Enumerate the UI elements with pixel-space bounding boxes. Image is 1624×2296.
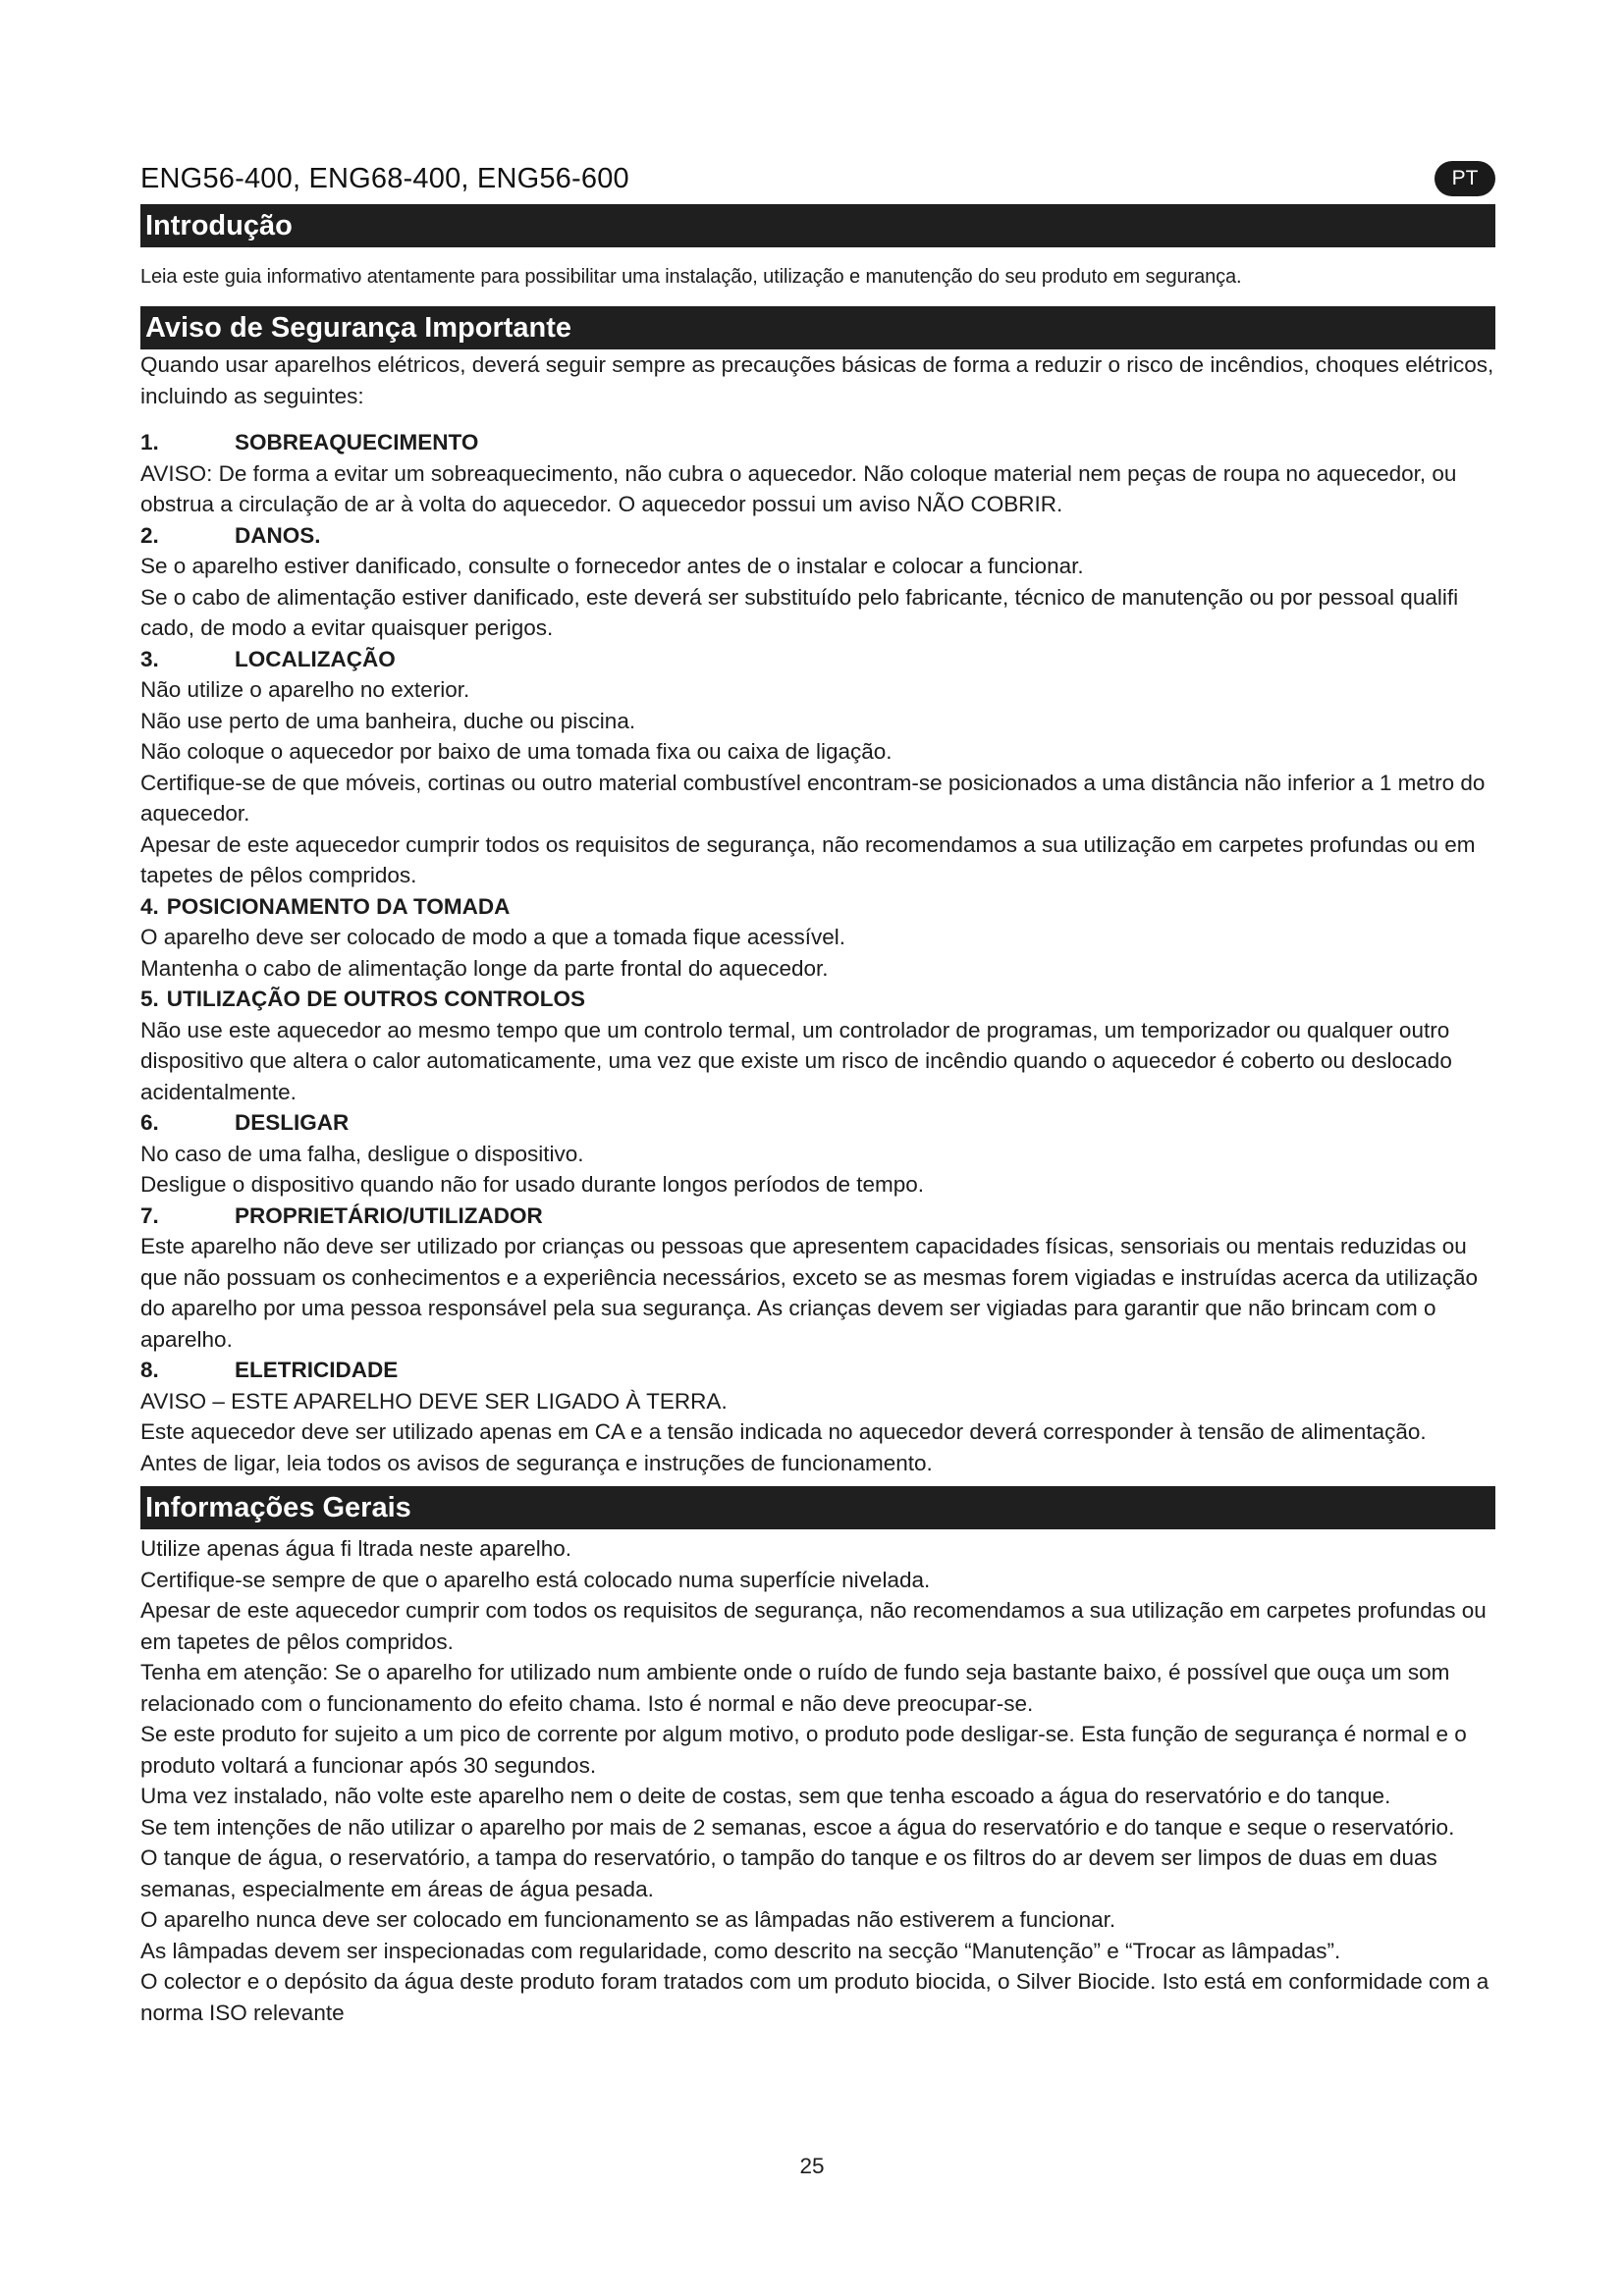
item-paragraph: Não coloque o aquecedor por baixo de uma tomada fixa ou caixa de ligação. (140, 739, 893, 764)
item-heading-posicionamento-tomada: 4. POSICIONAMENTO DA TOMADA (140, 893, 511, 919)
general-paragraph: Apesar de este aquecedor cumprir com todos os requisitos de segurança, não recomendamos a sua utilização em carpetes profundas ou em tapetes de pêlos compridos. (140, 1598, 1487, 1654)
safety-lead: Quando usar aparelhos elétricos, deverá seguir sempre as precauções básicas de forma a reduzir o risco de incêndios, choques elétricos, incluindo as seguintes: (140, 352, 1494, 408)
item-paragraph: AVISO – ESTE APARELHO DEVE SER LIGADO À TERRA. (140, 1388, 728, 1414)
general-paragraph: Se tem intenções de não utilizar o aparelho por mais de 2 semanas, escoe a água do reservatório e do tanque e seque o reservatório. (140, 1814, 1455, 1840)
item-paragraph: O aparelho deve ser colocado de modo a que a tomada fique acessível. (140, 925, 845, 949)
general-paragraph: As lâmpadas devem ser inspecionadas com regularidade, como descrito na secção “Manutenção” e “Trocar as lâmpadas”. (140, 1938, 1341, 1963)
item-paragraph: Não use perto de uma banheira, duche ou piscina. (140, 708, 636, 733)
section-heading-aviso-seguranca: Aviso de Segurança Importante (140, 306, 1495, 349)
general-paragraph: O aparelho nunca deve ser colocado em funcionamento se as lâmpadas não estiverem a funcionar. (140, 1907, 1116, 1932)
item-heading-danos: 2. DANOS. (140, 522, 321, 548)
item-paragraph: Desligue o dispositivo quando não for usado durante longos períodos de tempo. (140, 1172, 925, 1197)
item-paragraph: Se o cabo de alimentação estiver danificado, este deverá ser substituído pelo fabricante, técnico de manutenção ou por pessoal qualifi cado, de modo a evitar quaisquer perigos. (140, 584, 1459, 640)
item-paragraph: Este aquecedor deve ser utilizado apenas em CA e a tensão indicada no aquecedor deverá corresponder à tensão de alimentação. (140, 1419, 1427, 1444)
item-paragraph: No caso de uma falha, desligue o dispositivo. (140, 1141, 584, 1166)
section-heading-introducao: Introdução (140, 204, 1495, 247)
item-paragraph: Certifique-se de que móveis, cortinas ou outro material combustível encontram-se posicionados a uma distância não inferior a 1 metro do aquecedor. (140, 770, 1486, 826)
item-heading-localizacao: 3. LOCALIZAÇÃO (140, 646, 396, 671)
general-paragraph: Tenha em atenção: Se o aparelho for utilizado num ambiente onde o ruído de fundo seja bastante baixo, é possível que ouça um som relacionado com o funcionamento do efeito chama. Isto é normal e não deve preocupar-se. (140, 1660, 1450, 1716)
general-paragraph: Uma vez instalado, não volte este aparelho nem o deite de costas, sem que tenha escoado a água do reservatório e do tanque. (140, 1784, 1391, 1808)
general-section (140, 1533, 1495, 2028)
general-paragraph: O colector e o depósito da água deste produto foram tratados com um produto biocida, o Silver Biocide. Isto está em conformidade com a norma ISO relevante (140, 1969, 1489, 2025)
intro-text: Leia este guia informativo atentamente para possibilitar uma instalação, utilização e manutenção do seu produto em segurança. (140, 266, 1242, 288)
item-paragraph: Não use este aquecedor ao mesmo tempo que um controlo termal, um controlador de programas, um temporizador ou qualquer outro dispositivo que altera o calor automaticamente, uma vez que existe um risco de incêndio quando o aquecedor é coberto ou deslocado acidentalmente. (140, 1017, 1452, 1104)
general-paragraph: Se este produto for sujeito a um pico de corrente por algum motivo, o produto pode desligar-se. Esta função de segurança é normal e o produto voltará a funcionar após 30 segundos. (140, 1722, 1467, 1778)
general-paragraph: Certifique-se sempre de que o aparelho está colocado numa superfície nivelada. (140, 1567, 931, 1592)
item-paragraph: Se o aparelho estiver danificado, consulte o fornecedor antes de o instalar e colocar a funcionar. (140, 554, 1084, 578)
page-header (140, 159, 1495, 198)
item-heading-eletricidade: 8. ELETRICIDADE (140, 1358, 399, 1382)
general-paragraph: O tanque de água, o reservatório, a tampa do reservatório, o tampão do tanque e os filtros do ar devem ser limpos de duas em duas semanas, especialmente em áreas de água pesada. (140, 1845, 1437, 1901)
item-paragraph: Não utilize o aparelho no exterior. (140, 677, 470, 702)
item-heading-outros-controlos: 5. UTILIZAÇÃO DE OUTROS CONTROLOS (140, 987, 586, 1011)
page-number: 25 (799, 2154, 825, 2178)
general-paragraph: Utilize apenas água fi ltrada neste aparelho. (140, 1536, 572, 1561)
item-heading-proprietario: 7. PROPRIETÁRIO/UTILIZADOR (140, 1202, 543, 1228)
model-numbers: ENG56-400, ENG68-400, ENG56-600 (140, 163, 629, 194)
item-heading-sobreaquecimento: 1. SOBREAQUECIMENTO (140, 430, 479, 454)
item-paragraph: Mantenha o cabo de alimentação longe da parte frontal do aquecedor. (140, 955, 829, 981)
item-paragraph: Este aparelho não deve ser utilizado por crianças ou pessoas que apresentem capacidades físicas, sensoriais ou mentais reduzidas ou que não possuam os conhecimentos e a experiência necessários, exceto se as mesmas forem vigiadas e instruídas acerca da utilização do aparelho por uma pessoa responsável pela sua segurança. As crianças devem ser vigiadas para garantir que não brincam com o aparelho. (140, 1234, 1478, 1352)
document-page (140, 159, 1495, 2028)
section-heading-informacoes-gerais: Informações Gerais (140, 1486, 1495, 1529)
safety-section (140, 349, 1495, 1478)
item-paragraph: AVISO: De forma a evitar um sobreaquecimento, não cubra o aquecedor. Não coloque material nem peças de roupa no aquecedor, ou obstrua a circulação de ar à volta do aquecedor. O aquecedor possui um aviso NÃO COBRIR. (140, 460, 1457, 516)
item-paragraph: Antes de ligar, leia todos os avisos de segurança e instruções de funcionamento. (140, 1450, 933, 1475)
language-badge: PT (1435, 161, 1495, 196)
item-paragraph: Apesar de este aquecedor cumprir todos os requisitos de segurança, não recomendamos a sua utilização em carpetes profundas ou em tapetes de pêlos compridos. (140, 831, 1476, 887)
item-heading-desligar: 6. DESLIGAR (140, 1110, 350, 1135)
